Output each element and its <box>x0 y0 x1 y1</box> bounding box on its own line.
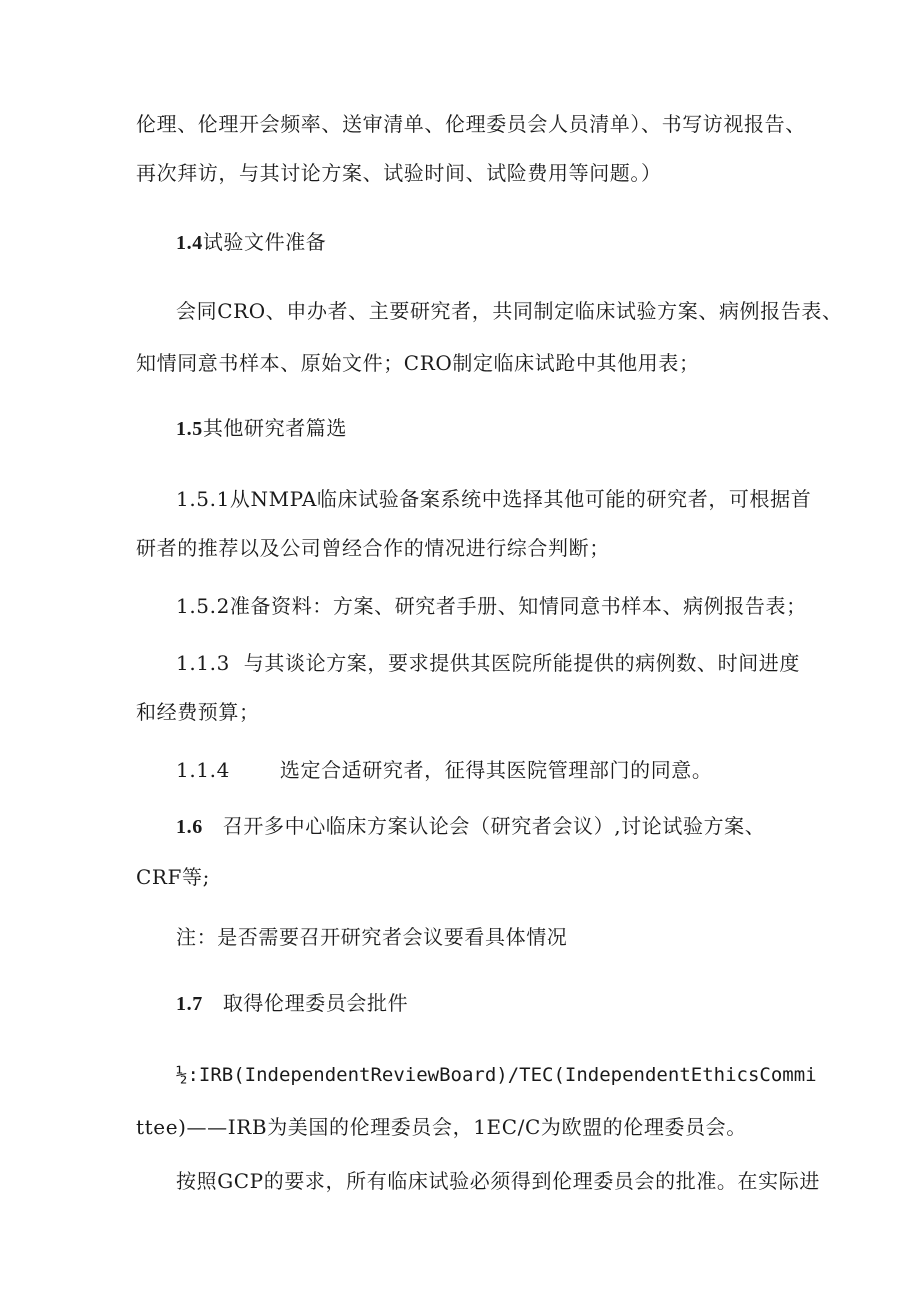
section-title: 取得伦理委员会批件 <box>222 991 409 1015</box>
gcp-paragraph-line-1: 按照GCP的要求，所有临床试验必须得到伦理委员会的批准。在实际进 <box>176 1169 820 1193</box>
section-1-6-line-2: CRF等; <box>136 865 210 889</box>
paragraph-1-4-line-2: 知情同意书样本、原始文件；CRO制定临床试跄中其他用表； <box>136 351 700 375</box>
section-number: 1.7 <box>176 993 203 1015</box>
paragraph-1-1-3-line-2: 和经费预算； <box>136 700 260 724</box>
paragraph-1-5-2: 1.5.2准备资料：方案、研究者手册、知情同意书样本、病例报告表； <box>176 594 807 618</box>
paragraph-1-5-1-line-2: 研者的推荐以及公司曾经合作的情况进行综合判断； <box>136 536 610 560</box>
section-title: 召开多中心临床方案认论会（研究者会议）,讨论试验方案、 <box>222 814 766 838</box>
paragraph-1-4-line-1: 会同CRO、申办者、主要研究者，共同制定临床试验方案、病例报告表、 <box>176 299 843 323</box>
item-text: 选定合适研究者，征得其医院管理部门的同意。 <box>279 758 713 782</box>
irb-paragraph-line-2: ttee)——IRB为美国的伦理委员会，1EC/C为欧盟的伦理委员会。 <box>136 1115 747 1139</box>
paragraph-1-5-1-line-1: 1.5.1从NMPA临床试验备案系统中选择其他可能的研究者，可根据首 <box>176 487 812 511</box>
section-number: 1.4 <box>176 232 203 254</box>
note-paragraph: 注：是否需要召开研究者会议要看具体情况 <box>176 925 568 949</box>
section-number: 1.5 <box>176 418 203 440</box>
section-heading-1-5 <box>176 414 347 443</box>
paragraph-1-1-4 <box>176 756 713 784</box>
section-title: 其他研究者篇选 <box>202 416 348 440</box>
paragraph-intro-line-1: 伦理、伦理开会频率、送审清单、伦理委员会人员清单）、书写访视报告、 <box>136 112 806 136</box>
section-heading-1-7 <box>176 989 408 1018</box>
irb-paragraph-line-1: ½:IRB(IndependentReviewBoard)/TEC(IndependentEthicsCommi <box>176 1064 817 1086</box>
item-number: 1.1.4 <box>176 758 230 782</box>
section-heading-1-6 <box>176 812 765 841</box>
paragraph-1-1-3-line-1: 1.1.3 与其谈论方案，要求提供其医院所能提供的病例数、时间进度 <box>176 651 801 675</box>
section-title: 试验文件准备 <box>202 230 327 254</box>
section-number: 1.6 <box>176 816 203 838</box>
section-heading-1-4 <box>176 228 326 257</box>
paragraph-intro-line-2: 再次拜访，与其讨论方案、试验时间、试险费用等问题。） <box>136 161 662 185</box>
